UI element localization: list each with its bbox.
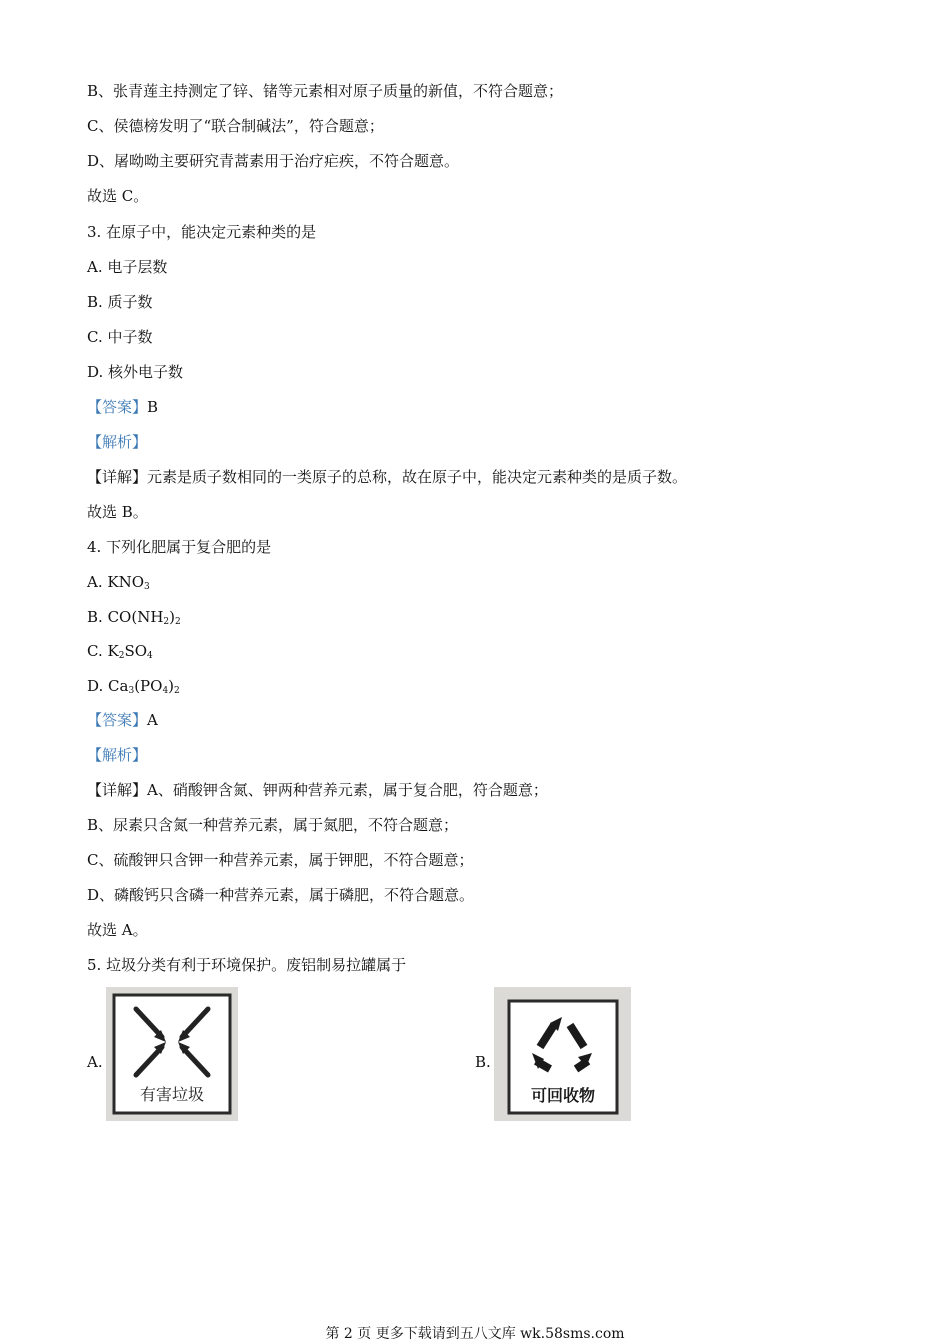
text-line: 故选 A。 (87, 921, 148, 939)
recyclable-sign (494, 987, 631, 1121)
option-a-label: A. (87, 1053, 103, 1071)
text-line: B、尿素只含氮一种营养元素，属于氮肥，不符合题意； (87, 816, 459, 834)
question-3: 3. 在原子中，能决定元素种类的是 (87, 223, 317, 241)
answer-tag: 【答案】 (87, 711, 148, 729)
option-b: B. 质子数 (87, 293, 153, 311)
page-footer: 第 2 页 更多下载请到五八文库 wk.58sms.com (325, 1326, 625, 1342)
text-line: D、磷酸钙只含磷一种营养元素，属于磷肥，不符合题意。 (87, 886, 475, 904)
text-line: 故选 B。 (87, 503, 148, 521)
text-line: 故选 C。 (87, 187, 149, 205)
sign-text: 有害垃圾 (139, 1085, 205, 1104)
sign-text: 可回收物 (530, 1086, 596, 1105)
detail-tag: 【详解】 (87, 781, 148, 799)
option-d: D. 核外电子数 (87, 363, 184, 381)
option-c: C. 中子数 (87, 328, 153, 346)
analysis-tag: 【解析】 (87, 746, 148, 764)
detail-tag: 【详解】 (87, 468, 148, 486)
question-5: 5. 垃圾分类有利于环境保护。废铝制易拉罐属于 (87, 956, 407, 974)
text-line: C、侯德榜发明了“联合制碱法”，符合题意； (87, 117, 384, 135)
answer-line (87, 710, 158, 730)
option-a: A. 电子层数 (87, 258, 168, 276)
recycle-icon (494, 987, 631, 1121)
detail-text: 元素是质子数相同的一类原子的总称，故在原子中，能决定元素种类的是质子数。 (147, 468, 688, 486)
analysis-tag: 【解析】 (87, 433, 148, 451)
hazardous-waste-sign (106, 987, 238, 1121)
text-line: B、张青莲主持测定了锌、锗等元素相对原子质量的新值，不符合题意； (87, 82, 564, 100)
answer-value: A (147, 711, 158, 729)
answer-value: B (147, 398, 159, 416)
text-line: D、屠呦呦主要研究青蒿素用于治疗疟疾，不符合题意。 (87, 152, 460, 170)
answer-tag: 【答案】 (87, 398, 148, 416)
hazardous-waste-icon (106, 987, 238, 1121)
option-c: C. $K_2SO_4$ (87, 642, 153, 661)
option-a: A. $KNO_3$ (87, 573, 150, 592)
detail-text: A、硝酸钾含氮、钾两种营养元素，属于复合肥，符合题意； (147, 781, 548, 799)
detail-line (87, 780, 548, 800)
answer-line (87, 397, 158, 417)
option-b: B. $CO(NH_2)_2$ (87, 608, 181, 627)
option-d: D. $Ca_3(PO_4)_2$ (87, 677, 180, 696)
detail-line (87, 467, 687, 487)
option-b-label: B. (475, 1053, 491, 1071)
text-line: C、硫酸钾只含钾一种营养元素，属于钾肥，不符合题意； (87, 851, 474, 869)
question-4: 4. 下列化肥属于复合肥的是 (87, 538, 272, 556)
